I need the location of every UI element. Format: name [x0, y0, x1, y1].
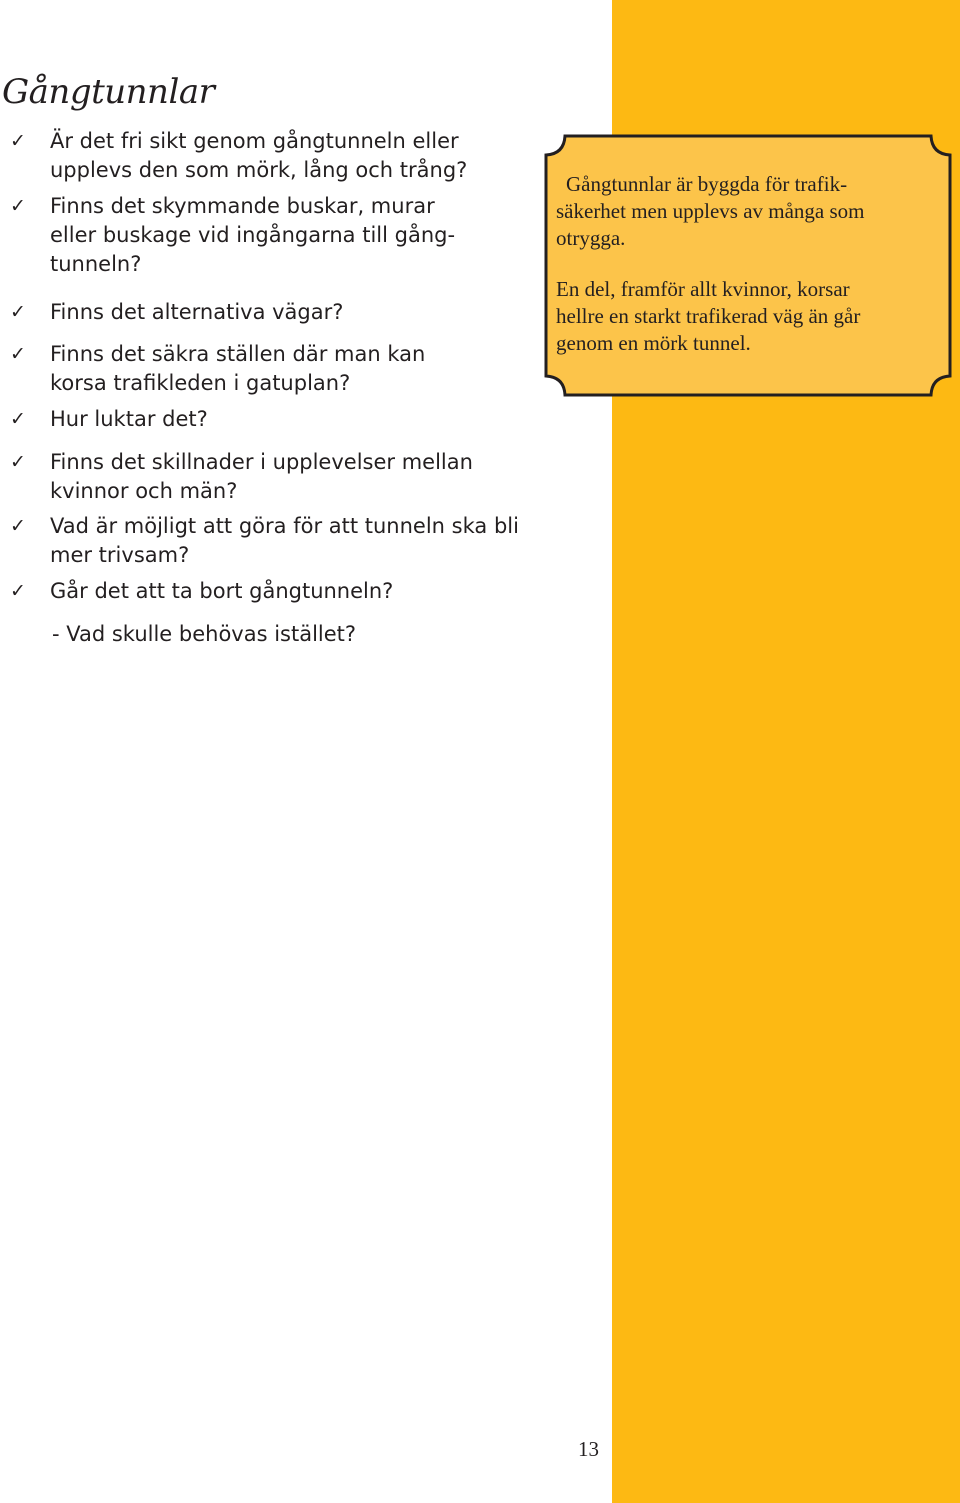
callout-paragraph: Gångtunnlar är byggda för trafik- säkerhet men upplevs av många som otrygga. — [556, 172, 865, 250]
page-number: 13 — [578, 1437, 599, 1461]
callout-paragraph: En del, framför allt kvinnor, korsar hellre en starkt trafikerad väg än går genom en mörk tunnel. — [556, 277, 861, 355]
checklist-item-text: Hur luktar det? — [50, 407, 208, 431]
checklist-item-text: Finns det skillnader i upplevelser mellan kvinnor och män? — [50, 450, 473, 503]
checkmark-icon: ✓ — [10, 580, 26, 602]
checklist-item-text: Finns det skymmande buskar, murar eller buskage vid ingångarna till gång- tunneln? — [50, 194, 456, 276]
checkmark-icon: ✓ — [10, 195, 26, 217]
checkmark-icon: ✓ — [10, 343, 26, 365]
checkmark-icon: ✓ — [10, 301, 26, 323]
checkmark-icon: ✓ — [10, 451, 26, 473]
checkmark-icon: ✓ — [10, 408, 26, 430]
sub-question: - Vad skulle behövas istället? — [52, 622, 357, 646]
callout-text — [556, 171, 936, 381]
checklist-item-text: Finns det säkra ställen där man kan korsa trafikleden i gatuplan? — [50, 342, 426, 395]
checklist-item-text: Går det att ta bort gångtunneln? — [50, 579, 394, 603]
checkmark-icon: ✓ — [10, 130, 26, 152]
checklist-item-text: Vad är möjligt att göra för att tunneln ska bli mer trivsam? — [50, 514, 519, 567]
checkmark-icon: ✓ — [10, 515, 26, 537]
checklist-item-text: Är det fri sikt genom gångtunneln eller upplevs den som mörk, lång och trång? — [50, 129, 468, 182]
checklist-item-text: Finns det alternativa vägar? — [50, 300, 344, 324]
callout-box — [543, 133, 953, 398]
page-title: Gångtunnlar — [2, 72, 215, 112]
